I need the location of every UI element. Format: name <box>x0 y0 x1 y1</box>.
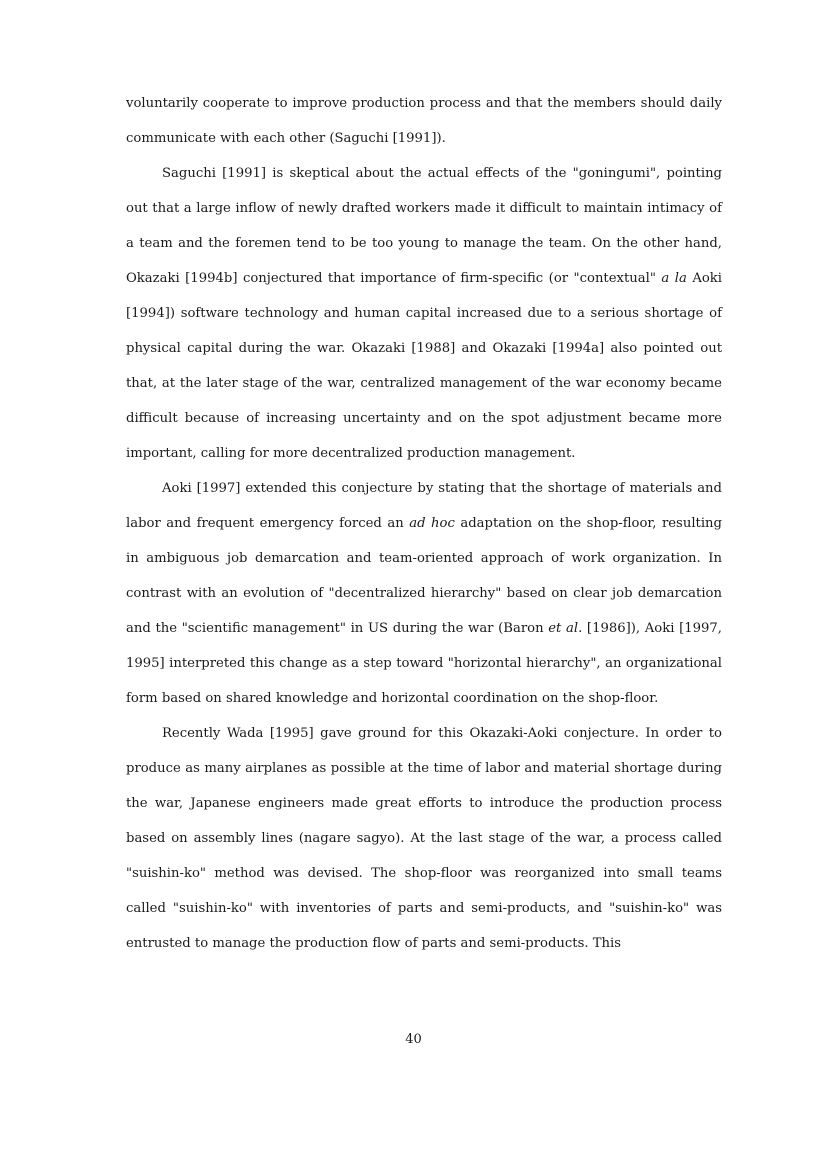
paragraph-3-text-start: Aoki [1997] extended this conjecture by stating that the shortage of materials and labor and frequent emergency forced an <box>126 481 722 531</box>
paragraph-4 <box>126 716 722 961</box>
paragraph-2-text-start: Saguchi [1991] is skeptical about the actual effects of the "goningumi", pointing out that a large inflow of newly drafted workers made it difficult to maintain intimacy of a team and the foremen tend to be too young to manage the team. On the other hand, Okazaki [1994b] conjectured that importance of firm-specific (or "contextual" <box>126 166 722 286</box>
paragraph-2 <box>126 156 722 471</box>
paragraph-3-italic-et-al: et al. <box>548 621 583 636</box>
paragraph-1 <box>126 86 722 156</box>
paragraph-3-italic-ad-hoc: ad hoc <box>409 516 455 531</box>
paragraph-3-text-end: [1986]), Aoki [1997, 1995] interpreted this change as a step toward "horizontal hierarchy", an organizational form based on shared knowledge and horizontal coordination on the shop-floor. <box>126 621 722 706</box>
page-number: 40 <box>405 1032 422 1047</box>
paragraph-3 <box>126 471 722 716</box>
body-text <box>126 86 722 961</box>
paragraph-2-italic-a-la: a la <box>661 271 687 286</box>
paragraph-2-text-end: Aoki [1994]) software technology and human capital increased due to a serious shortage of physical capital during the war. Okazaki [1988] and Okazaki [1994a] also pointed out that, at the later stage of the war, centralized management of the war economy became difficult because of increasing uncertainty and on the spot adjustment became more important, calling for more decentralized production management. <box>126 271 722 461</box>
paragraph-4-text: Recently Wada [1995] gave ground for this Okazaki-Aoki conjecture. In order to produce as many airplanes as possible at the time of labor and material shortage during the war, Japanese engineers made great efforts to introduce the production process based on assembly lines (nagare sagyo). At the last stage of the war, a process called "suishin-ko" method was devised. The shop-floor was reorganized into small teams called "suishin-ko" with inventories of parts and semi-products, and "suishin-ko" was entrusted to manage the production flow of parts and semi-products. This <box>126 726 722 951</box>
paragraph-1-text: voluntarily cooperate to improve production process and that the members should daily communicate with each other (Saguchi [1991]). <box>126 96 722 146</box>
paragraph-3-text-middle: adaptation on the shop-floor, resulting in ambiguous job demarcation and team-oriented approach of work organization. In contrast with an evolution of "decentralized hierarchy" based on clear job demarcation and the "scientific management" in US during the war (Baron <box>126 516 722 636</box>
